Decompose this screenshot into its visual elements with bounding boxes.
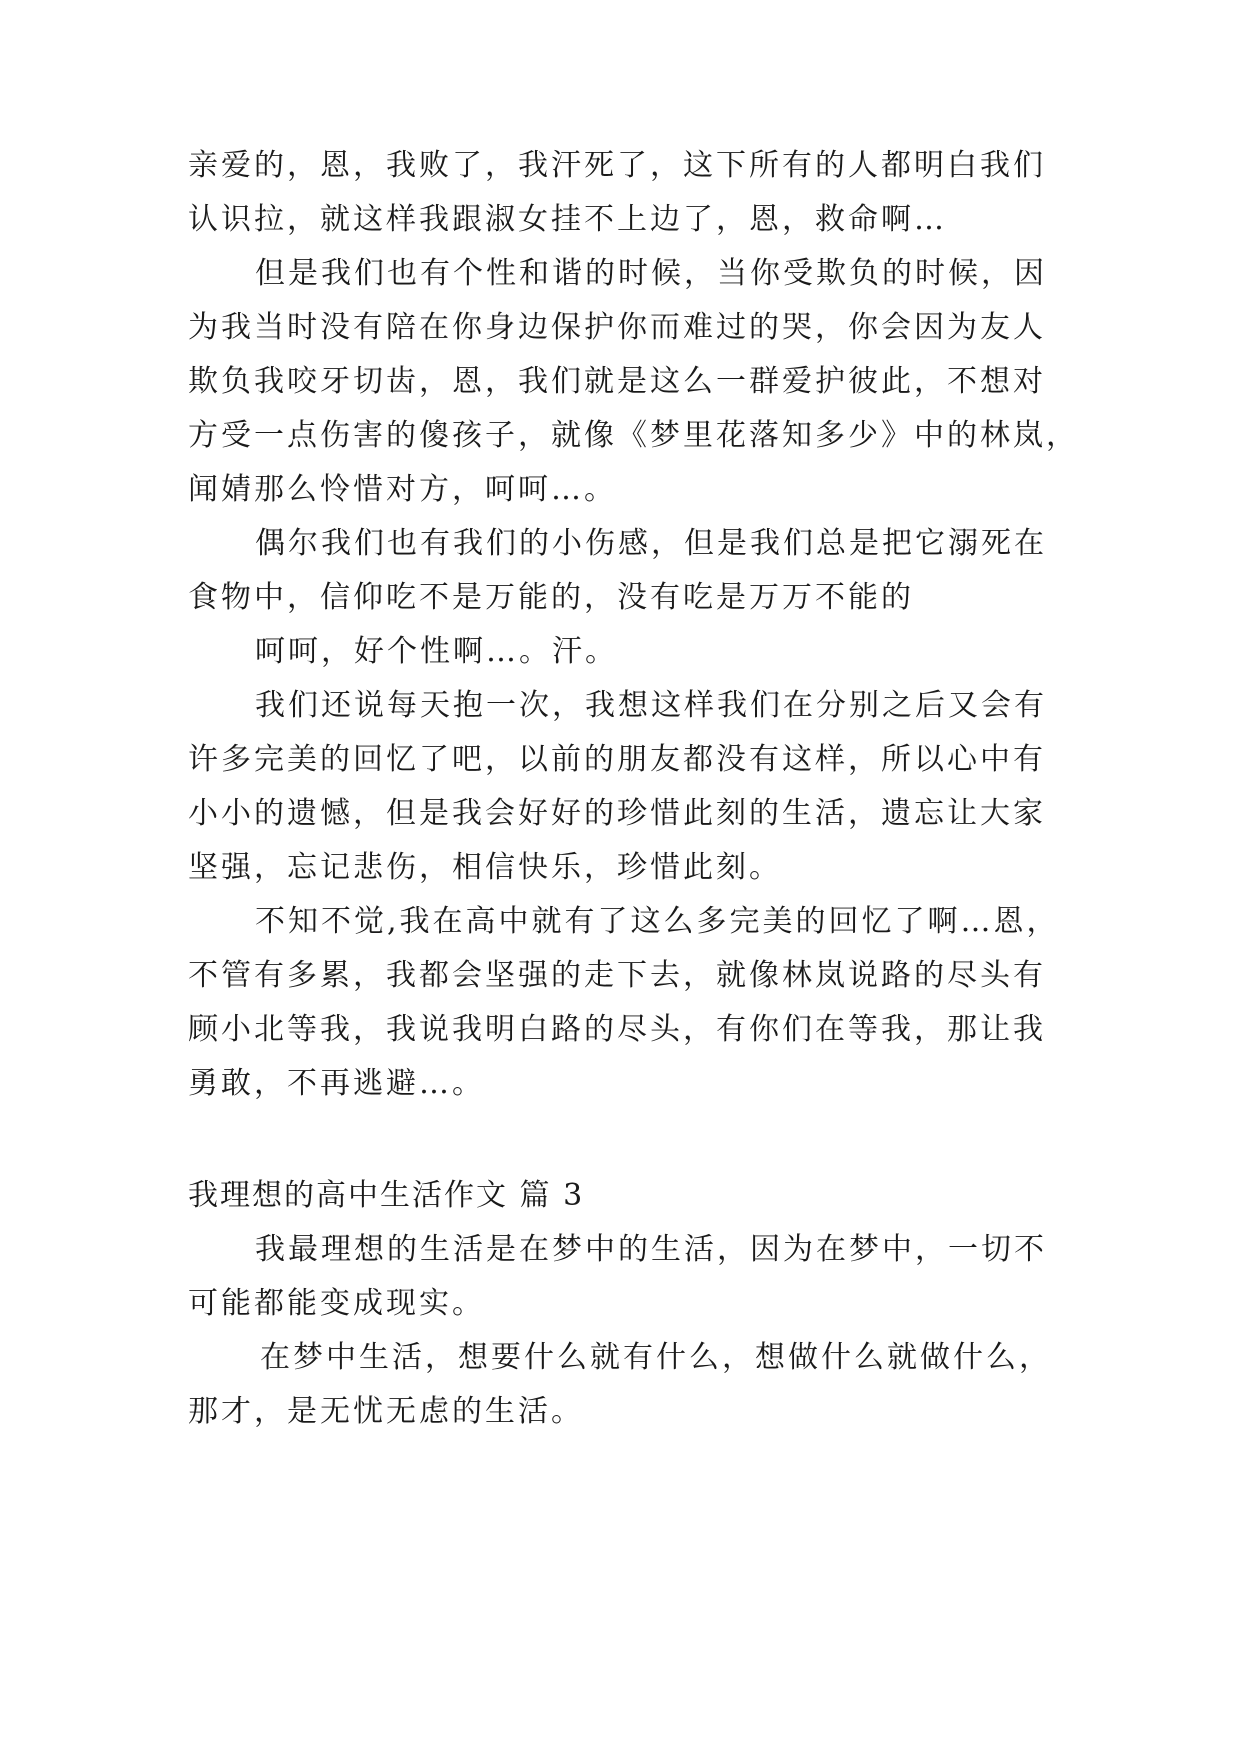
paragraph-start-line: 在梦中生活，想要什么就有什么，想做什么就做什么， [260, 1340, 1052, 1375]
text-line: 可能都能变成现实。 [188, 1286, 485, 1321]
text-line: 亲爱的，恩，我败了，我汗死了，这下所有的人都明白我们 [188, 148, 1046, 183]
paragraph-start-line: 我们还说每天抱一次，我想这样我们在分别之后又会有 [255, 688, 1047, 723]
text-line: 那才，是无忧无虑的生活。 [188, 1394, 584, 1429]
paragraph-start-line: 呵呵，好个性啊…。汗。 [255, 634, 618, 669]
text-line: 勇敢，不再逃避…。 [188, 1066, 485, 1101]
text-line: 许多完美的回忆了吧，以前的朋友都没有这样，所以心中有 [188, 742, 1046, 777]
text-line: 小小的遗憾，但是我会好好的珍惜此刻的生活，遗忘让大家 [188, 796, 1046, 831]
text-line: 为我当时没有陪在你身边保护你而难过的哭，你会因为友人 [188, 310, 1046, 345]
text-line: 认识拉，就这样我跟淑女挂不上边了，恩，救命啊… [188, 202, 947, 237]
text-line: 坚强，忘记悲伤，相信快乐，珍惜此刻。 [188, 850, 782, 885]
paragraph-start-line: 偶尔我们也有我们的小伤感，但是我们总是把它溺死在 [255, 526, 1047, 561]
section-heading: 我理想的高中生活作文 篇 3 [188, 1178, 585, 1213]
text-line: 欺负我咬牙切齿，恩，我们就是这么一群爱护彼此，不想对 [188, 364, 1046, 399]
paragraph-start-line: 但是我们也有个性和谐的时候，当你受欺负的时候，因 [255, 256, 1047, 291]
text-line: 不管有多累，我都会坚强的走下去，就像林岚说路的尽头有 [188, 958, 1046, 993]
text-line: 闻婧那么怜惜对方，呵呵…。 [188, 472, 617, 507]
paragraph-start-line: 不知不觉,我在高中就有了这么多完美的回忆了啊…恩， [255, 904, 1060, 939]
text-line: 方受一点伤害的傻孩子，就像《梦里花落知多少》中的林岚， [188, 418, 1079, 453]
text-line: 顾小北等我，我说我明白路的尽头，有你们在等我，那让我 [188, 1012, 1046, 1047]
text-line: 食物中，信仰吃不是万能的，没有吃是万万不能的 [188, 580, 914, 615]
paragraph-start-line: 我最理想的生活是在梦中的生活，因为在梦中，一切不 [255, 1232, 1047, 1267]
